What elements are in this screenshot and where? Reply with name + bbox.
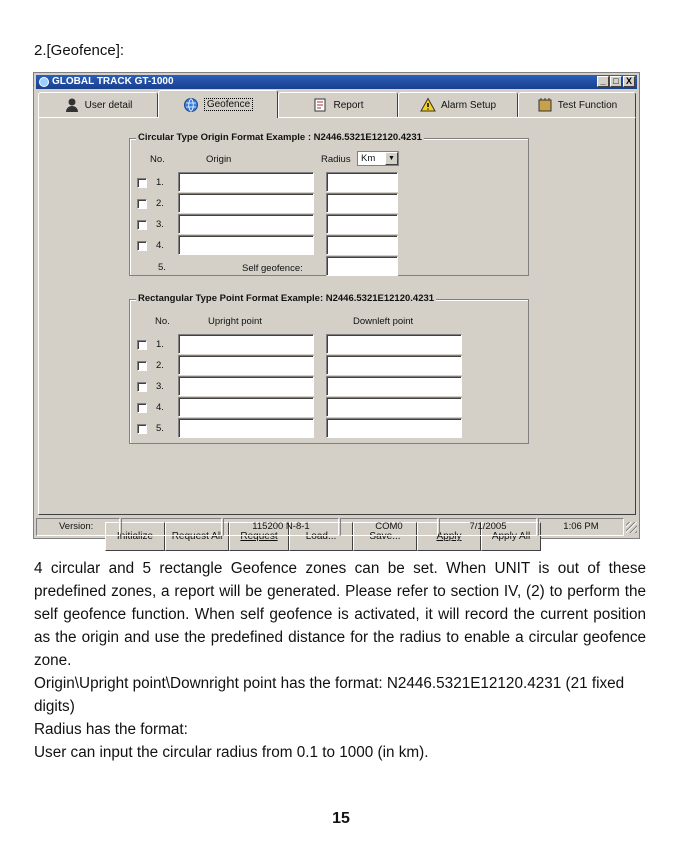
circular-row-number: 4. xyxy=(156,240,164,251)
self-geofence-label: Self geofence: xyxy=(242,263,303,274)
radius-label: Radius xyxy=(321,154,351,165)
circular-row-number: 2. xyxy=(156,198,164,209)
apply-button[interactable]: Apply xyxy=(417,522,481,551)
rect-no-header: No. xyxy=(155,316,170,327)
rect-checkbox-5[interactable] xyxy=(137,424,147,434)
circular-origin-input-2[interactable] xyxy=(178,193,314,213)
downleft-input-5[interactable] xyxy=(326,418,462,438)
circular-origin-header: Origin xyxy=(206,154,232,165)
paragraph-format: Origin\Upright point\Downright point has the format: N2446.5321E12120.4231 (21 fixed digits) xyxy=(34,675,625,715)
close-button[interactable]: X xyxy=(623,76,635,87)
tab-test-function[interactable]: Test Function xyxy=(518,92,636,117)
globe-icon xyxy=(183,97,199,113)
tools-icon xyxy=(537,97,553,113)
upright-header: Upright point xyxy=(208,316,262,327)
resize-grip-icon[interactable] xyxy=(626,522,637,533)
paragraph-zones: 4 circular and 5 rectangle Geofence zones can be set. When UNIT is out of these predefined zones, a report will be generated. Please refer to section IV, (2) to perform the self geofence function. When self geofence is activated, it will record the current position as the origin and use the predefined distance for the radius to enable a circular geofence zone. xyxy=(34,560,646,669)
warning-icon xyxy=(420,97,436,113)
downleft-header: Downleft point xyxy=(353,316,414,327)
upright-input-3[interactable] xyxy=(178,376,314,396)
rect-checkbox-2[interactable] xyxy=(137,361,147,371)
status-blank xyxy=(121,518,222,536)
circular-checkbox-2[interactable] xyxy=(137,199,147,209)
downleft-input-3[interactable] xyxy=(326,376,462,396)
circular-origin-input-1[interactable] xyxy=(178,172,314,192)
downleft-input-4[interactable] xyxy=(326,397,462,417)
circular-no-header: No. xyxy=(150,154,165,165)
maximize-button[interactable]: □ xyxy=(610,76,622,87)
rectangular-group xyxy=(129,293,529,444)
rect-checkbox-1[interactable] xyxy=(137,340,147,350)
body-text xyxy=(34,557,646,764)
circular-row-number: 5. xyxy=(158,262,166,273)
circular-checkbox-3[interactable] xyxy=(137,220,147,230)
chevron-down-icon: ▼ xyxy=(385,152,398,165)
minimize-button[interactable]: _ xyxy=(597,76,609,87)
user-icon xyxy=(64,97,80,113)
tab-geofence[interactable]: Geofence xyxy=(158,90,278,118)
circular-group xyxy=(129,132,529,276)
circular-origin-input-4[interactable] xyxy=(178,235,314,255)
paragraph-radius-format: Radius has the format: xyxy=(34,721,188,738)
circular-radius-input-2[interactable] xyxy=(326,193,398,213)
section-heading: 2.[Geofence]: xyxy=(34,42,125,59)
request-button[interactable]: Request xyxy=(229,522,289,551)
tab-report[interactable]: Report xyxy=(278,92,398,117)
rect-row-number: 4. xyxy=(156,402,164,413)
rect-checkbox-3[interactable] xyxy=(137,382,147,392)
rect-checkbox-4[interactable] xyxy=(137,403,147,413)
downleft-input-1[interactable] xyxy=(326,334,462,354)
circular-group-title: Circular Type Origin Format Example : N2446.5321E12120.4231 xyxy=(138,132,422,143)
circular-radius-input-1[interactable] xyxy=(326,172,398,192)
circular-origin-input-3[interactable] xyxy=(178,214,314,234)
report-icon xyxy=(312,97,328,113)
window-title: GLOBAL TRACK GT-1000 xyxy=(52,76,174,87)
rect-row-number: 5. xyxy=(156,423,164,434)
tab-strip xyxy=(38,90,636,117)
status-date: 7/1/2005 xyxy=(439,518,537,536)
initialize-button[interactable]: Initialize xyxy=(105,522,165,551)
load-button[interactable]: Load... xyxy=(289,522,353,551)
rect-row-number: 1. xyxy=(156,339,164,350)
circular-row-number: 3. xyxy=(156,219,164,230)
circular-radius-input-4[interactable] xyxy=(326,235,398,255)
self-geofence-radius-input[interactable] xyxy=(326,256,398,276)
status-baud: 115200 N-8-1 xyxy=(223,518,339,536)
title-bar xyxy=(36,75,637,89)
app-window xyxy=(33,72,640,542)
tab-alarm-setup[interactable]: Alarm Setup xyxy=(398,92,518,117)
status-version: Version: xyxy=(36,518,120,536)
tab-user-detail[interactable]: User detail xyxy=(38,92,158,117)
status-port: COM0 xyxy=(340,518,438,536)
upright-input-2[interactable] xyxy=(178,355,314,375)
rect-row-number: 2. xyxy=(156,360,164,371)
circular-checkbox-4[interactable] xyxy=(137,241,147,251)
apply-all-button[interactable]: Apply All xyxy=(481,522,541,551)
circular-radius-input-3[interactable] xyxy=(326,214,398,234)
upright-input-4[interactable] xyxy=(178,397,314,417)
paragraph-radius-range: User can input the circular radius from 0.1 to 1000 (in km). xyxy=(34,744,429,761)
downleft-input-2[interactable] xyxy=(326,355,462,375)
status-bar xyxy=(36,518,637,536)
rect-row-number: 3. xyxy=(156,381,164,392)
app-icon xyxy=(39,77,49,87)
radius-unit-select[interactable]: Km ▼ xyxy=(357,151,399,166)
circular-checkbox-1[interactable] xyxy=(137,178,147,188)
upright-input-1[interactable] xyxy=(178,334,314,354)
circular-row-number: 1. xyxy=(156,177,164,188)
status-time: 1:06 PM xyxy=(538,518,624,536)
upright-input-5[interactable] xyxy=(178,418,314,438)
page-number: 15 xyxy=(332,810,350,827)
rectangular-group-title: Rectangular Type Point Format Example: N2446.5321E12120.4231 xyxy=(138,293,435,304)
request-all-button[interactable]: Request All xyxy=(165,522,229,551)
save-button[interactable]: Save... xyxy=(353,522,417,551)
